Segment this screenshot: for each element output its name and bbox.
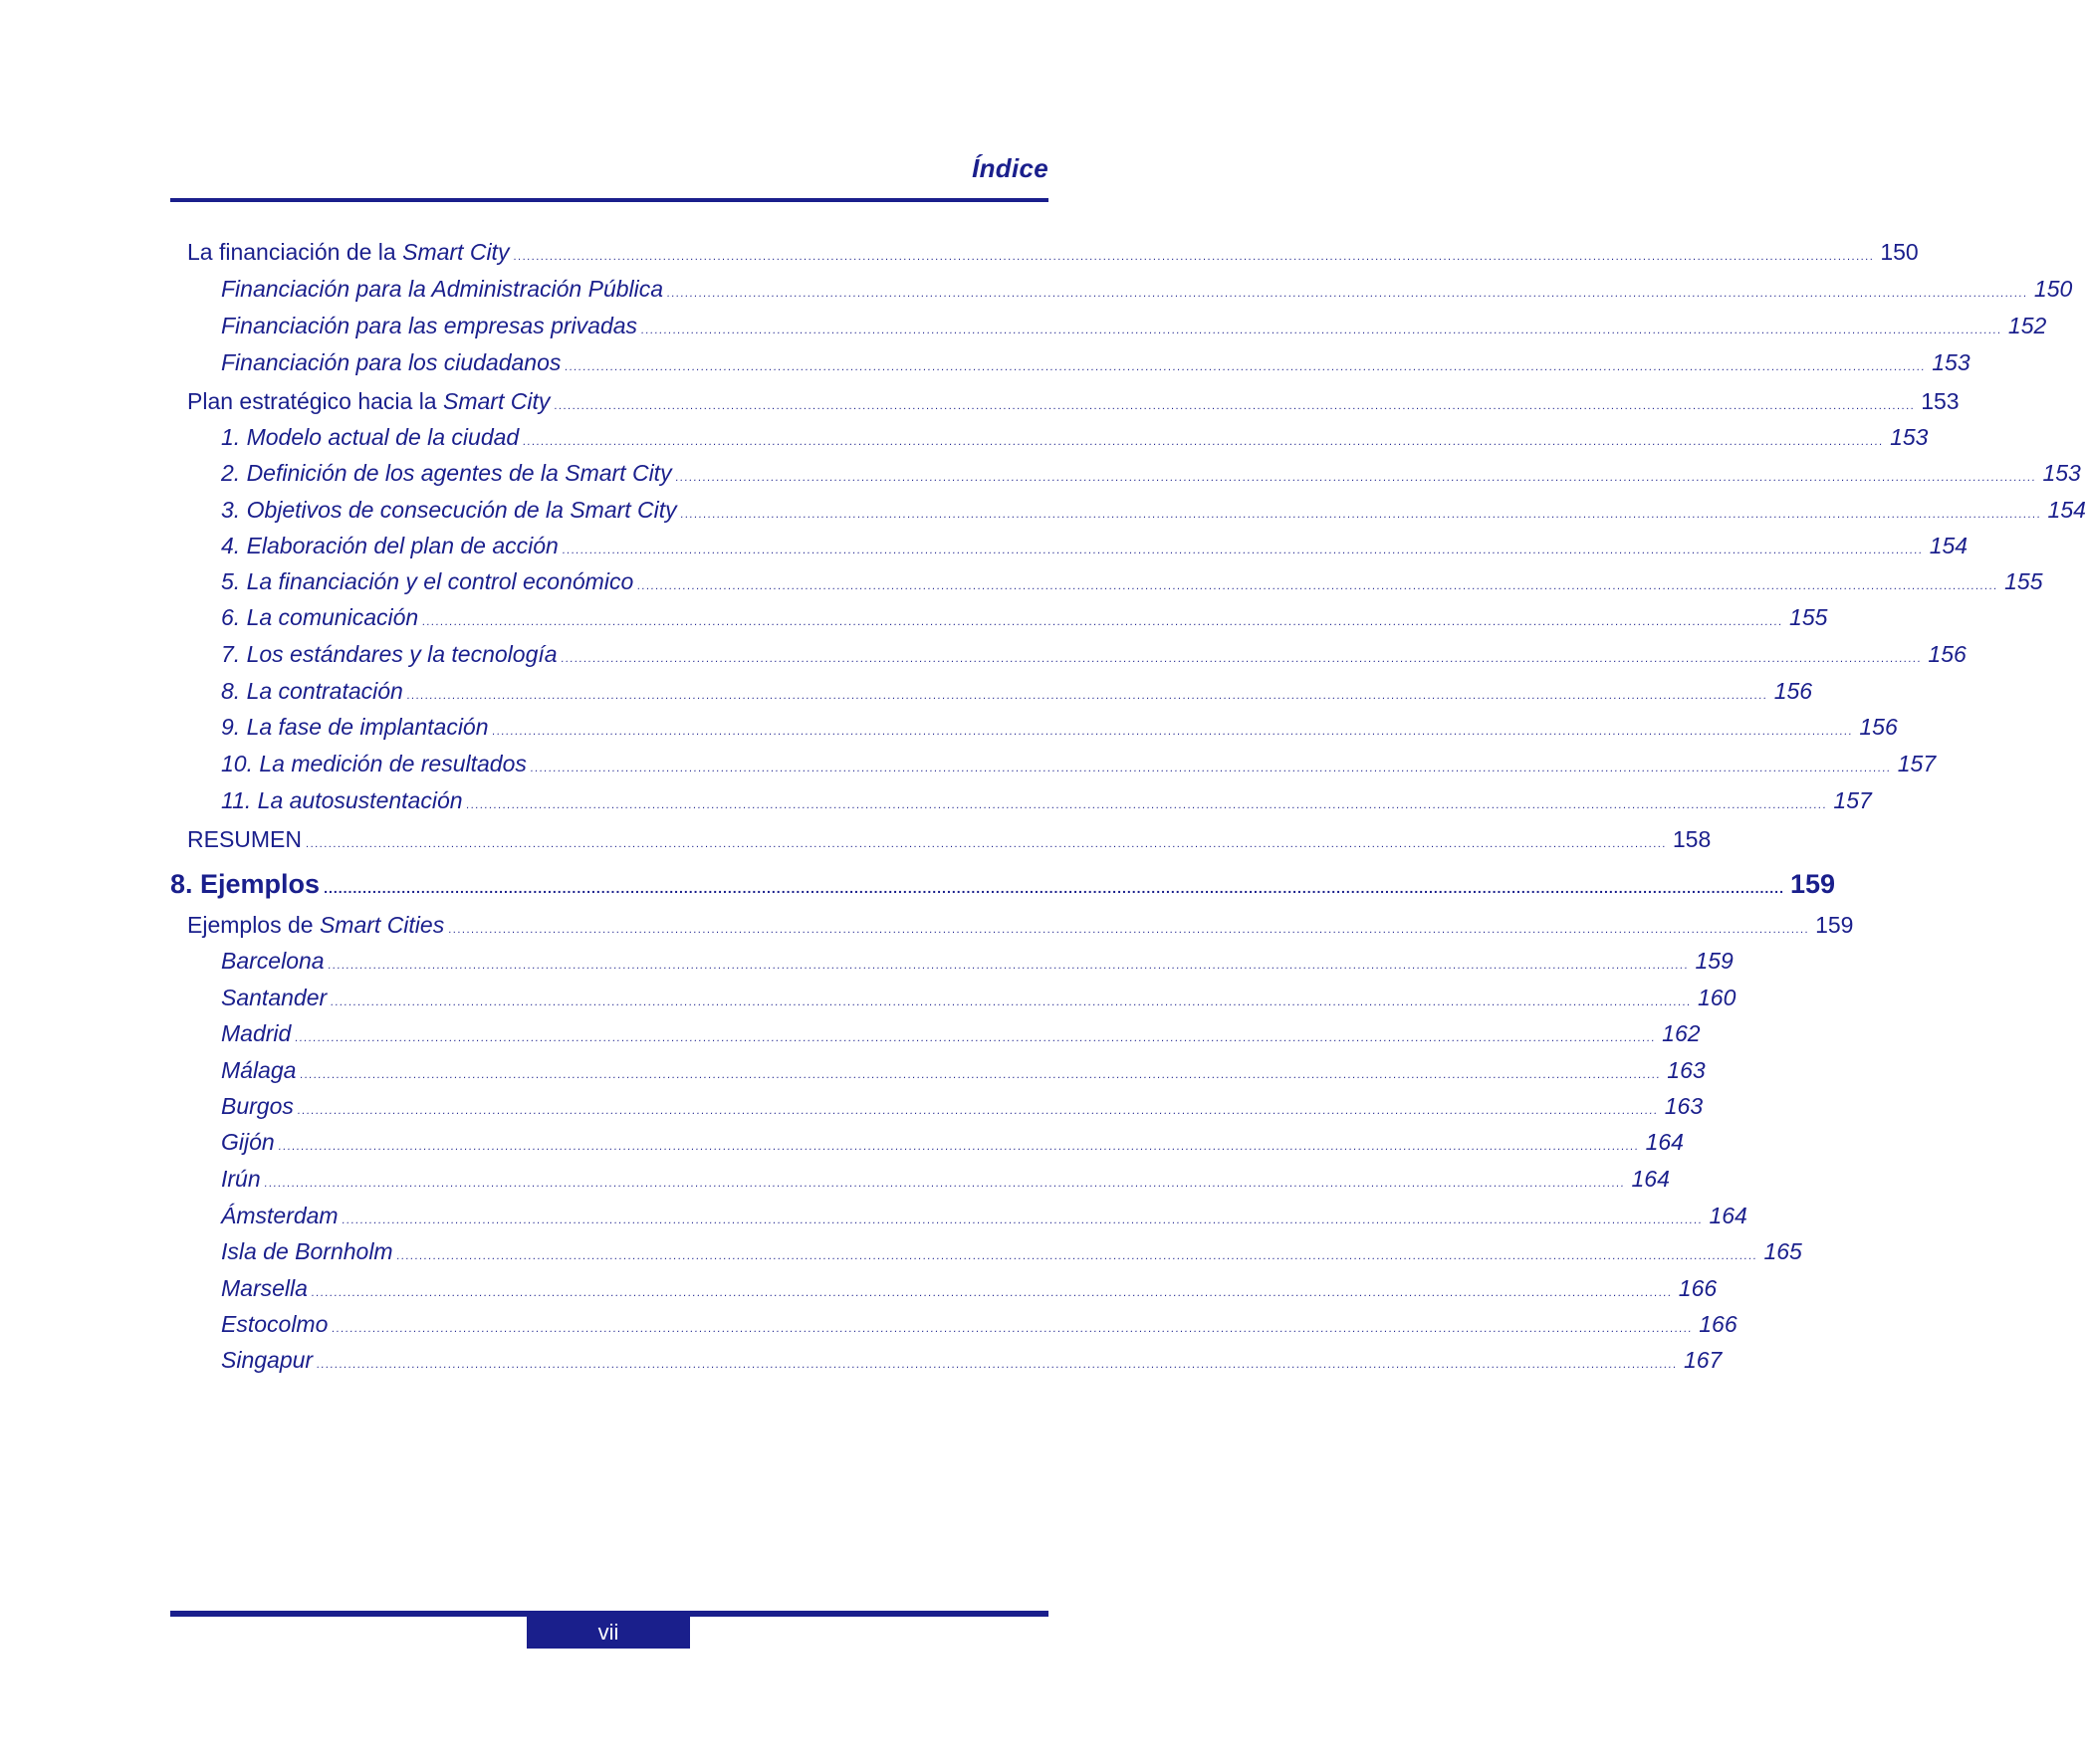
dot-leader: ............................................................................................................................................................................................................................................................................................................ — [406, 690, 1768, 702]
toc-entry-label-text: Madrid — [221, 1020, 292, 1046]
toc-entry-label — [187, 826, 306, 853]
toc-entry-label-text: Gijón — [221, 1129, 275, 1155]
dot-leader: ............................................................................................................................................................................................................................................................................................................ — [328, 960, 1690, 972]
toc-entry-label-text: 2. Definición de los agentes de la Smart City — [221, 460, 672, 486]
dot-leader: ............................................................................................................................................................................................................................................................................................................ — [492, 726, 1854, 738]
dot-leader: ............................................................................................................................................................................................................................................................................................................ — [561, 653, 1923, 665]
toc-entry-financiacion-para-los-ciudadanos[interactable] — [221, 349, 1970, 383]
toc-entry-1-modelo-actual-de-la-ciudad[interactable] — [221, 424, 1929, 458]
toc-entry-label-text: Estocolmo — [221, 1311, 329, 1337]
toc-entry-burgos[interactable] — [221, 1093, 1704, 1127]
toc-entry-page: 150 — [2033, 276, 2073, 302]
toc-entry-label-text: Financiación para las empresas privadas — [221, 313, 638, 338]
toc-entry-page: 164 — [1709, 1203, 1747, 1228]
toc-entry-page: 167 — [1683, 1347, 1723, 1373]
toc-entry-label-text: 4. Elaboración del plan de acción — [221, 533, 559, 558]
toc-entry-label — [221, 1238, 397, 1265]
toc-entry-label-text: Ámsterdam — [221, 1203, 339, 1228]
toc-entry-label — [187, 388, 554, 415]
toc-entry-label — [221, 1347, 317, 1374]
toc-entry-page: 165 — [1763, 1238, 1802, 1264]
dot-leader: ............................................................................................................................................................................................................................................................................................................ — [300, 1069, 1662, 1081]
toc-entry-label-text: 7. Los estándares y la tecnología — [221, 641, 558, 667]
toc-entry-label — [221, 641, 562, 668]
toc-entry-label — [221, 1275, 312, 1302]
toc-entry-estocolmo[interactable] — [221, 1311, 1738, 1345]
toc-entry-2-definicion-de-los-agentes-de-la-smart-city[interactable] — [221, 460, 2081, 494]
toc-entry-page: 164 — [1645, 1129, 1684, 1155]
toc-entry-page: 163 — [1667, 1057, 1706, 1083]
toc-entry-label — [221, 604, 422, 631]
toc-entry-label — [221, 1093, 298, 1120]
toc-entry-10-la-medicion-de-resultados[interactable] — [221, 751, 1937, 784]
toc-entry-label-text: 6. La comunicación — [221, 604, 419, 630]
dot-leader: ............................................................................................................................................................................................................................................................................................................ — [311, 1287, 1673, 1299]
toc-entry-4-elaboracion-del-plan-de-accion[interactable] — [221, 533, 1969, 566]
toc-entry-label-text: 1. Modelo actual de la ciudad — [221, 424, 520, 450]
toc-entry-label — [221, 1020, 295, 1047]
toc-entry-label — [221, 787, 467, 814]
toc-entry-ejemplos-de-smart-cities[interactable] — [187, 912, 1854, 946]
toc-entry-page: 166 — [1699, 1311, 1738, 1337]
toc-entry-label-text: Málaga — [221, 1057, 297, 1083]
toc-entry-7-los-estandares-y-la-tecnologia[interactable] — [221, 641, 1967, 675]
toc-entry-page: 164 — [1631, 1166, 1670, 1192]
dot-leader: ............................................................................................................................................................................................................................................................................................................ — [641, 325, 2002, 336]
toc-entry-marsella[interactable] — [221, 1275, 1718, 1309]
toc-entry-label — [221, 497, 681, 524]
toc-entry-label — [221, 1129, 279, 1156]
dot-leader: ............................................................................................................................................................................................................................................................................................................ — [637, 580, 1999, 592]
toc-entry-label-text: Barcelona — [221, 948, 325, 974]
toc-entry-label-text: Santander — [221, 985, 328, 1010]
toc-entry-page: 153 — [1890, 424, 1929, 450]
toc-entry-label — [221, 1203, 343, 1229]
toc-entry-label — [221, 568, 637, 595]
toc-entry-label-text: 5. La financiación y el control económico — [221, 568, 634, 594]
toc-entry-label — [221, 1311, 332, 1338]
toc-entry-label — [221, 751, 531, 777]
toc-entry-santander[interactable] — [221, 985, 1737, 1018]
dot-leader: ............................................................................................................................................................................................................................................................................................................ — [448, 924, 1810, 936]
toc-entry-label — [221, 460, 676, 487]
toc-entry-label-text: Isla de Bornholm — [221, 1238, 393, 1264]
toc-entry-label-text: Burgos — [221, 1093, 294, 1119]
toc-entry-label — [221, 1057, 300, 1084]
toc-entry-label — [221, 349, 565, 376]
toc-entry-la-financiacion-de-la-smart-city[interactable] — [187, 239, 1919, 273]
toc-entry-gijon[interactable] — [221, 1129, 1684, 1163]
dot-leader: ............................................................................................................................................................................................................................................................................................................ — [530, 763, 1892, 774]
dot-leader: ............................................................................................................................................................................................................................................................................................................ — [523, 436, 1885, 448]
toc-entry-6-la-comunicacion[interactable] — [221, 604, 1828, 638]
dot-leader: ............................................................................................................................................................................................................................................................................................................ — [513, 251, 1875, 263]
toc-entry-label-text: Marsella — [221, 1275, 308, 1301]
dot-leader: ............................................................................................................................................................................................................................................................................................................ — [562, 545, 1924, 556]
toc-entry-5-la-financiacion-y-el-control-economico[interactable] — [221, 568, 2043, 602]
dot-leader: ............................................................................................................................................................................................................................................................................................................ — [295, 1032, 1657, 1044]
toc-entry-page: 162 — [1662, 1020, 1701, 1046]
toc-entry-11-la-autosustentacion[interactable] — [221, 787, 1872, 821]
toc-entry-9-la-fase-de-implantacion[interactable] — [221, 714, 1898, 748]
toc-entry-label — [221, 948, 329, 975]
toc-entry-amsterdam[interactable] — [221, 1203, 1747, 1236]
toc-entry-label-text: RESUMEN — [187, 826, 303, 852]
dot-leader: ............................................................................................................................................................................................................................................................................................................ — [466, 799, 1828, 811]
toc-entry-label-italic: Smart City — [443, 388, 551, 414]
toc-entry-label-text: 8. Ejemplos — [170, 869, 321, 899]
toc-entry-label — [187, 239, 513, 266]
toc-entry-label-text: 3. Objetivos de consecución de la Smart City — [221, 497, 677, 523]
toc-entry-singapur[interactable] — [221, 1347, 1723, 1381]
toc-entry-page: 156 — [1859, 714, 1898, 740]
header-rule — [170, 198, 1048, 202]
toc-entry-8-ejemplos[interactable] — [170, 869, 1836, 903]
page-number: vii — [527, 1617, 690, 1649]
toc-entry-label — [221, 985, 331, 1011]
toc-entry-page: 166 — [1678, 1275, 1718, 1301]
toc-entry-page: 155 — [1789, 604, 1828, 630]
toc-entry-page: 160 — [1698, 985, 1737, 1010]
toc-entry-page: 154 — [1929, 533, 1969, 558]
toc-entry-plan-estrategico-hacia-la-smart-city[interactable] — [187, 388, 1960, 422]
toc-entry-label — [221, 276, 667, 303]
toc-entry-label — [221, 714, 493, 741]
toc-entry-label — [221, 424, 523, 451]
dot-leader: ............................................................................................................................................................................................................................................................................................................ — [278, 1141, 1640, 1153]
toc-entry-resumen[interactable] — [187, 826, 1712, 860]
dot-leader: ............................................................................................................................................................................................................................................................................................................ — [675, 472, 2037, 484]
dot-leader: ............................................................................................................................................................................................................................................................................................................ — [297, 1105, 1659, 1117]
toc-entry-label-italic: Smart City — [402, 239, 510, 265]
toc-entry-label — [221, 533, 563, 559]
toc-entry-page: 153 — [1921, 388, 1960, 414]
toc-entry-label-text: Plan estratégico hacia la — [187, 388, 443, 414]
toc-entry-irun[interactable] — [221, 1166, 1670, 1200]
toc-entry-label-text: 9. La fase de implantación — [221, 714, 489, 740]
toc-entry-label-text: Financiación para la Administración Pública — [221, 276, 664, 302]
toc-entry-page: 153 — [1932, 349, 1970, 375]
toc-entry-page: 153 — [2042, 460, 2081, 486]
toc-entry-page: 155 — [2004, 568, 2043, 594]
toc-entry-page: 156 — [1928, 641, 1967, 667]
dot-leader: ............................................................................................................................................................................................................................................................................................................ — [264, 1178, 1626, 1190]
dot-leader: ............................................................................................................................................................................................................................................................................................................ — [554, 400, 1916, 412]
toc-entry-financiacion-para-la-administracion-publica[interactable] — [221, 276, 2073, 310]
dot-leader: ............................................................................................................................................................................................................................................................................................................ — [324, 880, 1784, 896]
toc-entry-label — [170, 869, 324, 900]
toc-entry-label — [221, 313, 641, 339]
dot-leader: ............................................................................................................................................................................................................................................................................................................ — [331, 996, 1692, 1008]
toc-entry-page: 152 — [2007, 313, 2047, 338]
toc-entry-label-text: La financiación de la — [187, 239, 403, 265]
toc-entry-financiacion-para-las-empresas-privadas[interactable] — [221, 313, 2047, 346]
toc-entry-page: 150 — [1880, 239, 1919, 265]
dot-leader: ............................................................................................................................................................................................................................................................................................................ — [565, 361, 1927, 373]
dot-leader: ............................................................................................................................................................................................................................................................................................................ — [422, 616, 1784, 628]
toc-entry-malaga[interactable] — [221, 1057, 1706, 1091]
toc-entry-label-text: 10. La medición de resultados — [221, 751, 527, 776]
toc-entry-label — [187, 912, 448, 939]
toc-entry-page: 159 — [1815, 912, 1854, 938]
toc-entry-page: 154 — [2047, 497, 2086, 523]
toc-entry-madrid[interactable] — [221, 1020, 1701, 1054]
dot-leader: ............................................................................................................................................................................................................................................................................................................ — [680, 509, 2042, 521]
toc-entry-8-la-contratacion[interactable] — [221, 678, 1813, 712]
toc-entry-label-text: 8. La contratación — [221, 678, 403, 704]
toc-entry-page: 159 — [1789, 869, 1836, 899]
section-title: Índice — [972, 153, 1048, 183]
toc-entry-page: 156 — [1773, 678, 1813, 704]
toc-entry-3-objetivos-de-consecucion-de-la-smart-city[interactable] — [221, 497, 2086, 531]
toc-entry-label-italic: Smart Cities — [319, 912, 445, 938]
toc-entry-barcelona[interactable] — [221, 948, 1734, 982]
dot-leader: ............................................................................................................................................................................................................................................................................................................ — [342, 1214, 1704, 1226]
dot-leader: ............................................................................................................................................................................................................................................................................................................ — [317, 1359, 1678, 1371]
toc-entry-label-text: Irún — [221, 1166, 261, 1192]
toc-entry-label-text: Ejemplos de — [187, 912, 320, 938]
dot-leader: ............................................................................................................................................................................................................................................................................................................ — [306, 838, 1667, 850]
dot-leader: ............................................................................................................................................................................................................................................................................................................ — [667, 288, 2028, 300]
toc-entry-page: 163 — [1664, 1093, 1704, 1119]
toc-entry-label — [221, 678, 407, 705]
toc-entry-page: 157 — [1897, 751, 1937, 776]
dot-leader: ............................................................................................................................................................................................................................................................................................................ — [332, 1323, 1694, 1335]
toc-entry-page: 158 — [1672, 826, 1712, 852]
toc-entry-label — [221, 1166, 265, 1193]
toc-entry-label-text: Singapur — [221, 1347, 314, 1373]
toc-entry-page: 159 — [1695, 948, 1734, 974]
toc-entry-page: 157 — [1833, 787, 1872, 813]
dot-leader: ............................................................................................................................................................................................................................................................................................................ — [396, 1250, 1758, 1262]
toc-entry-label-text: 11. La autosustentación — [221, 787, 463, 813]
toc-entry-isla-de-bornholm[interactable] — [221, 1238, 1802, 1272]
toc-entry-label-text: Financiación para los ciudadanos — [221, 349, 562, 375]
